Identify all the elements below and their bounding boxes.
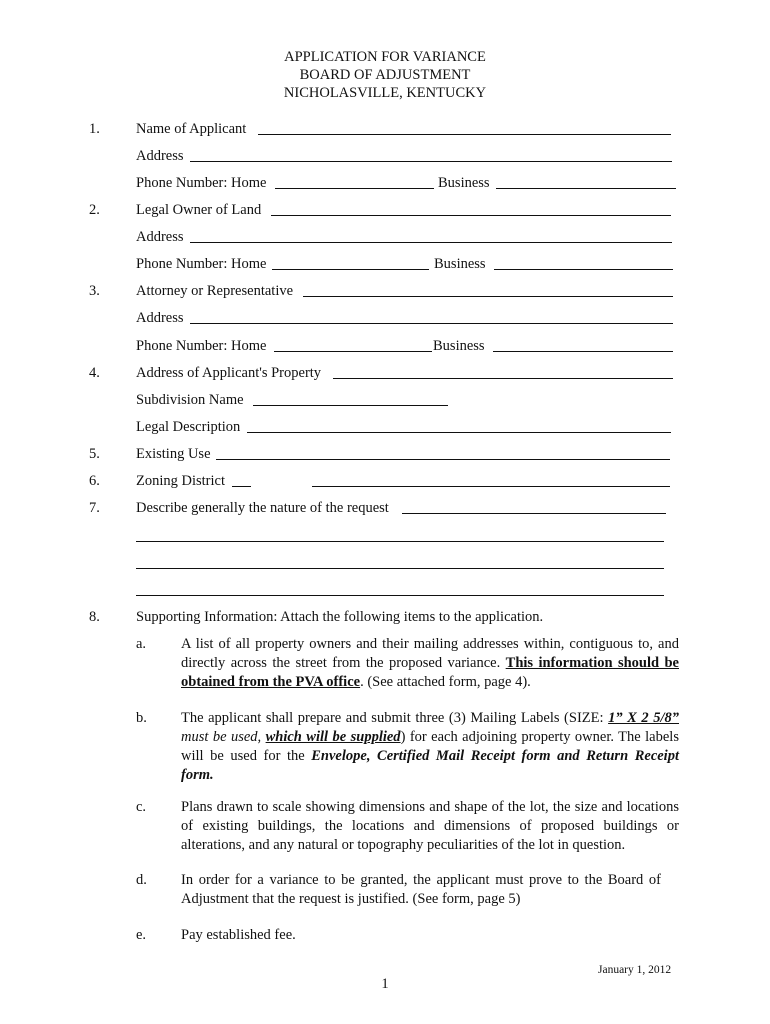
attorney-phone-home-field[interactable] — [274, 351, 432, 352]
applicant-phone-home-label: Phone Number: Home — [136, 175, 267, 191]
attorney-business-label: Business — [433, 338, 485, 354]
owner-business-field[interactable] — [494, 269, 673, 270]
applicant-business-field[interactable] — [496, 188, 676, 189]
section-number-4: 4. — [89, 365, 100, 381]
attorney-address-label: Address — [136, 310, 184, 326]
applicant-business-label: Business — [438, 175, 490, 191]
item-a-text: A list of all property owners and their mailing addresses within, contiguous to, and directly across the street from the proposed variance. This information should be obtained from the PVA office. (See attached form, page 4). — [181, 636, 679, 690]
attorney-field[interactable] — [303, 296, 673, 297]
section-number-3: 3. — [89, 283, 100, 299]
page-number: 1 — [381, 976, 389, 992]
request-nature-line-2[interactable] — [136, 541, 664, 542]
item-c-letter: c. — [136, 799, 147, 815]
applicant-name-field[interactable] — [258, 134, 671, 135]
owner-phone-home-label: Phone Number: Home — [136, 256, 267, 272]
subdivision-field[interactable] — [253, 405, 448, 406]
request-nature-field[interactable] — [402, 513, 666, 514]
section-number-6: 6. — [89, 473, 100, 489]
zoning-district-label: Zoning District — [136, 473, 226, 489]
owner-label: Legal Owner of Land — [136, 202, 262, 218]
item-e-text: Pay established fee. — [181, 927, 296, 943]
applicant-phone-home-field[interactable] — [275, 188, 434, 189]
zoning-district-field-2[interactable] — [312, 486, 670, 487]
title-line-1: APPLICATION FOR VARIANCE — [284, 49, 486, 65]
legal-description-field[interactable] — [247, 432, 671, 433]
section-number-2: 2. — [89, 202, 100, 218]
item-e-letter: e. — [136, 927, 147, 943]
section-number-5: 5. — [89, 446, 100, 462]
applicant-address-field[interactable] — [190, 161, 672, 162]
owner-address-field[interactable] — [190, 242, 672, 243]
section-number-7: 7. — [89, 500, 100, 516]
item-b-text: The applicant shall prepare and submit three (3) Mailing Labels (SIZE: 1” X 2 5/8” must be used, which will be supplied) for each adjoining property owner. The labels will be used for the Envelope, Certified Mail Receipt form and Return Receipt form. — [181, 710, 679, 783]
request-nature-label: Describe generally the nature of the request — [136, 500, 389, 516]
title-line-2: BOARD OF ADJUSTMENT — [299, 67, 471, 83]
existing-use-label: Existing Use — [136, 446, 211, 462]
attorney-address-field[interactable] — [190, 323, 673, 324]
applicant-name-label: Name of Applicant — [136, 121, 247, 137]
request-nature-line-4[interactable] — [136, 595, 664, 596]
footer-date: January 1, 2012 — [598, 964, 672, 976]
existing-use-field[interactable] — [216, 459, 670, 460]
item-c-text: Plans drawn to scale showing dimensions and shape of the lot, the size and locations of existing buildings, the locations and dimensions of proposed buildings or alterations, and any natural or topography peculiarities of the lot in question. — [181, 799, 679, 853]
zoning-district-field[interactable] — [232, 486, 251, 487]
owner-address-label: Address — [136, 229, 184, 245]
legal-description-label: Legal Description — [136, 419, 241, 435]
applicant-address-label: Address — [136, 148, 184, 164]
item-a-letter: a. — [136, 636, 147, 652]
property-address-label: Address of Applicant's Property — [136, 365, 322, 381]
owner-phone-home-field[interactable] — [272, 269, 429, 270]
item-d-text: In order for a variance to be granted, the applicant must prove to the Board of Adjustment that the request is justified. (See form, page 5) — [181, 872, 661, 907]
subdivision-label: Subdivision Name — [136, 392, 244, 408]
title-line-3: NICHOLASVILLE, KENTUCKY — [283, 85, 487, 101]
owner-field[interactable] — [271, 215, 671, 216]
section-number-1: 1. — [89, 121, 100, 137]
attorney-label: Attorney or Representative — [136, 283, 294, 299]
property-address-field[interactable] — [333, 378, 673, 379]
attorney-business-field[interactable] — [493, 351, 673, 352]
item-d-letter: d. — [136, 872, 147, 888]
attorney-phone-home-label: Phone Number: Home — [136, 338, 267, 354]
request-nature-line-3[interactable] — [136, 568, 664, 569]
supporting-info-intro: Supporting Information: Attach the following items to the application. — [136, 609, 544, 625]
owner-business-label: Business — [434, 256, 486, 272]
item-b-letter: b. — [136, 710, 147, 726]
section-number-8: 8. — [89, 609, 100, 625]
